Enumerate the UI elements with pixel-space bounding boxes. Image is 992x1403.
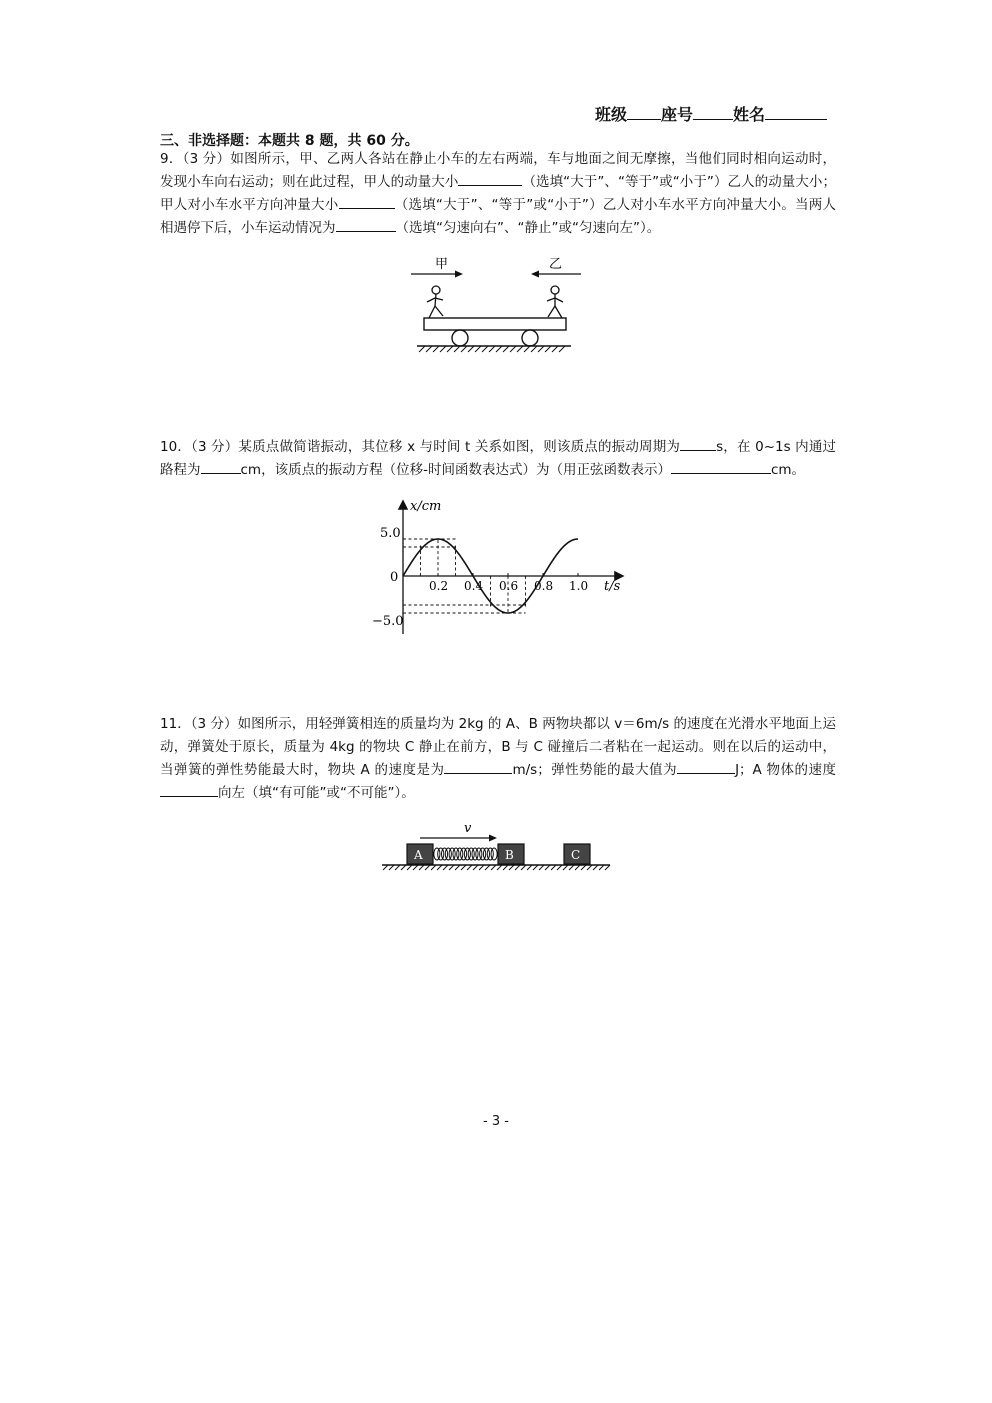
hatch-mark bbox=[496, 346, 502, 352]
q9-text-a: 9．（3 分）如图所示，甲、乙两人各站在静止小车的左右两端，车与地面之间无摩擦，当他们同时相向运动时，发现小车向右运动；则在此过程，甲人的动量大小 bbox=[160, 151, 836, 190]
page-number: - 3 - bbox=[483, 1114, 509, 1129]
class-blank bbox=[627, 105, 661, 120]
ground-hatching bbox=[419, 346, 565, 352]
hatch-mark bbox=[503, 346, 509, 352]
hatch-mark bbox=[426, 346, 432, 352]
hatch-mark bbox=[552, 346, 558, 352]
y-axis-label: x/cm bbox=[410, 499, 442, 514]
blocks-figure bbox=[378, 818, 614, 878]
hatch-mark bbox=[510, 346, 516, 352]
name-label: 姓名 bbox=[733, 105, 766, 124]
spring-coil bbox=[461, 848, 467, 860]
jia-arrow-head bbox=[455, 271, 463, 278]
q10-text-b: s，在 0~1s 内通过路程为 bbox=[160, 439, 836, 478]
name-blank bbox=[765, 105, 827, 120]
hatch-mark bbox=[482, 346, 488, 352]
student-info-header bbox=[595, 102, 827, 125]
q10-text-d: cm。 bbox=[770, 462, 806, 478]
q9-blank-1 bbox=[458, 171, 522, 186]
person-jia-icon bbox=[427, 286, 443, 318]
spring-coil bbox=[472, 848, 478, 860]
question-10 bbox=[160, 436, 836, 482]
block-b-label: B bbox=[505, 848, 514, 862]
question-11 bbox=[160, 713, 836, 805]
q9-text-d: （选填“匀速向右”、“静止”或“匀速向左”）。 bbox=[395, 220, 661, 236]
person-yi-icon bbox=[547, 286, 563, 318]
block-c-label: C bbox=[571, 848, 581, 862]
q10-text-a: 10．（3 分）某质点做简谐振动，其位移 x 与时间 t 关系如图，则该质点的振动周期为 bbox=[160, 439, 681, 455]
spring-coil bbox=[457, 848, 463, 860]
spring-coil bbox=[438, 848, 444, 860]
origin-label: 0 bbox=[390, 570, 399, 585]
q11-text-b: m/s；弹性势能的最大值为 bbox=[512, 762, 678, 778]
hatch-mark bbox=[440, 346, 446, 352]
cart-wheel-left bbox=[452, 330, 468, 346]
x-tick-label: 1.0 bbox=[569, 579, 589, 593]
cart-figure bbox=[405, 250, 585, 360]
x-tick-label: 0.6 bbox=[499, 579, 519, 593]
hatch-mark bbox=[419, 346, 425, 352]
hatch-mark bbox=[545, 346, 551, 352]
class-label: 班级 bbox=[595, 105, 628, 124]
spring-coil bbox=[483, 848, 489, 860]
y-tick-label-min: −5.0 bbox=[372, 614, 404, 629]
y-tick-label-max: 5.0 bbox=[380, 526, 401, 541]
velocity-arrow-head bbox=[489, 835, 497, 842]
seat-blank bbox=[693, 105, 733, 120]
question-9 bbox=[160, 148, 836, 240]
hatch-mark bbox=[517, 346, 523, 352]
spring-coil bbox=[480, 848, 486, 860]
x-tick-label: 0.8 bbox=[534, 579, 554, 593]
hatch-mark bbox=[447, 346, 453, 352]
seat-label: 座号 bbox=[661, 105, 694, 124]
cart-wheel-right bbox=[522, 330, 538, 346]
q11-text-a: 11．（3 分）如图所示，用轻弹簧相连的质量均为 2kg 的 A、B 两物块都以 v＝6m/s 的速度在光滑水平地面上运动，弹簧处于原长，质量为 4kg 的物块 C 静止在前方，B 与 C 碰撞后二者粘在一起运动。则在以后的运动中，当弹簧的弹性势能最大时，物块 A 的速度是为 bbox=[160, 716, 836, 778]
hatch-mark bbox=[524, 346, 530, 352]
spring-coil bbox=[476, 848, 482, 860]
spring bbox=[434, 848, 497, 860]
shm-chart bbox=[360, 494, 630, 644]
q10-text-c: cm，该质点的振动方程（位移-时间函数表达式）为（用正弦函数表示） bbox=[240, 462, 671, 478]
person-jia-label: 甲 bbox=[435, 257, 449, 272]
spring-coil bbox=[441, 848, 447, 860]
q9-text-c: （选填“大于”、“等于”或“小于”）乙人对小车水平方向冲量大小。当两人相遇停下后，小车运动情况为 bbox=[160, 197, 837, 236]
x-tick-label: 0.4 bbox=[464, 579, 484, 593]
spring-coil bbox=[453, 848, 459, 860]
person-yi-label: 乙 bbox=[549, 257, 563, 272]
q10-blank-2 bbox=[201, 459, 241, 474]
q11-blank-2 bbox=[677, 759, 735, 774]
velocity-label: v bbox=[464, 821, 472, 836]
q11-blank-1 bbox=[444, 759, 512, 774]
hatch-mark bbox=[461, 346, 467, 352]
hatch-mark bbox=[538, 346, 544, 352]
hatch-mark bbox=[531, 346, 537, 352]
spring-coil bbox=[491, 848, 497, 860]
q11-text-c: J；A 物体的速度 bbox=[735, 762, 836, 778]
hatch-mark bbox=[489, 346, 495, 352]
hatch-mark bbox=[454, 346, 460, 352]
q10-blank-3 bbox=[671, 459, 771, 474]
q9-text-b: （选填“大于”、“等于”或“小于”）乙人的动量大小；甲人对小车水平方向冲量大小 bbox=[160, 174, 836, 213]
section-title: 三、非选择题：本题共 8 题，共 60 分。 bbox=[160, 133, 419, 149]
x-axis-label: t/s bbox=[604, 579, 621, 594]
hatch-mark bbox=[475, 346, 481, 352]
q9-blank-2 bbox=[339, 194, 395, 209]
q11-blank-3 bbox=[160, 782, 218, 797]
hatch-mark bbox=[468, 346, 474, 352]
q9-blank-3 bbox=[336, 217, 396, 232]
yi-arrow-head bbox=[531, 271, 539, 278]
spring-coil bbox=[487, 848, 493, 860]
hatch-mark bbox=[559, 346, 565, 352]
hatch-mark bbox=[433, 346, 439, 352]
q10-blank-1 bbox=[680, 436, 716, 451]
spring-coil bbox=[449, 848, 455, 860]
q11-text-d: 向左（填“有可能”或“不可能”）。 bbox=[218, 785, 415, 801]
spring-coil bbox=[464, 848, 470, 860]
cart-body bbox=[424, 318, 566, 330]
spring-coil bbox=[445, 848, 451, 860]
block-a-label: A bbox=[414, 848, 423, 862]
spring-coil bbox=[468, 848, 474, 860]
spring-coil bbox=[434, 848, 440, 860]
x-tick-label: 0.2 bbox=[429, 579, 449, 593]
